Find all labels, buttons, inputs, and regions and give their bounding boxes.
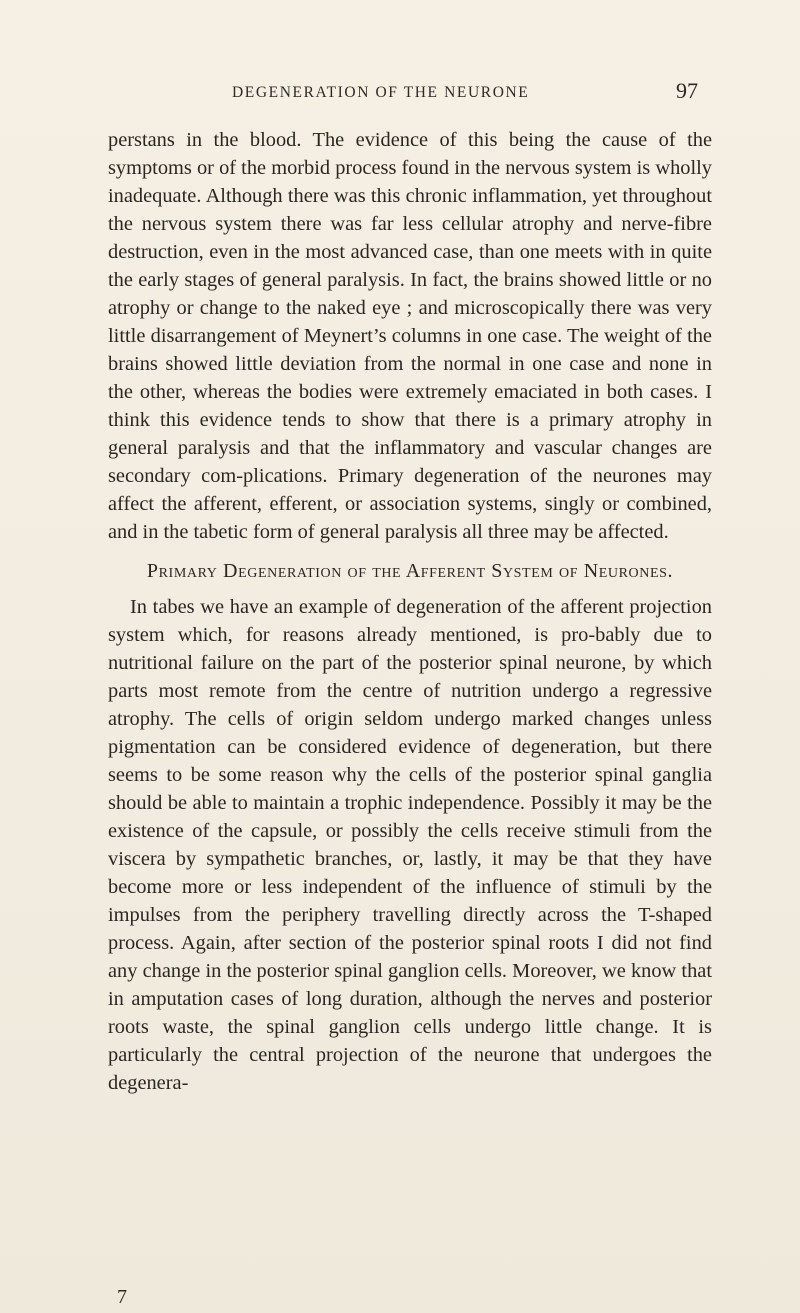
paragraph: perstans in the blood. The evidence of this being the cause of the symptoms or of the morbid process found in the nervous system is wholly inadequate. Although there was this chronic inflammation, yet throughout the nervous system there was far less cellular atrophy and nerve-fibre destruction, even in the most advanced case, than one meets with in quite the early stages of general paralysis. In fact, the brains showed little or no atrophy or change to the naked eye ; and microscopically there was very little disarrangement of Meynert’s columns in one case. The weight of the brains showed little deviation from the normal in one case and none in the other, whereas the bodies were extremely emaciated in both cases. I think this evidence tends to show that there is a primary atrophy in general paralysis and that the inflammatory and vascular changes are secondary com-plications. Primary degeneration of the neurones may affect the afferent, efferent, or association systems, singly or combined, and in the tabetic form of general paralysis all three may be affected. (108, 129, 712, 543)
body-text (108, 126, 712, 1097)
running-head: DEGENERATION OF THE NEURONE (232, 84, 530, 101)
signature-mark: 7 (117, 1286, 127, 1308)
paragraph: In tabes we have an example of degeneration of the afferent projection system which, for reasons already mentioned, is pro-bably due to nutritional failure on the part of the posterior spinal neurone, by which parts most remote from the centre of nutrition undergo a regressive atrophy. The cells of origin seldom undergo marked changes unless pigmentation can be considered evidence of degeneration, but there seems to be some reason why the cells of the posterior spinal ganglia should be able to maintain a trophic independence. Possibly it may be the existence of the capsule, or possibly the cells receive stimuli from the viscera by sympathetic branches, or, lastly, it may be that they have become more or less independent of the influence of stimuli by the impulses from the periphery travelling directly across the T-shaped process. Again, after section of the posterior spinal roots I did not find any change in the posterior spinal ganglion cells. Moreover, we know that in amputation cases of long duration, although the nerves and posterior roots waste, the spinal ganglion cells undergo little change. It is particularly the central projection of the neurone that undergoes the degenera- (108, 596, 712, 1094)
page-number: 97 (676, 78, 698, 103)
section-heading: Primary Degeneration of the Afferent System of Neurones. (146, 560, 674, 582)
